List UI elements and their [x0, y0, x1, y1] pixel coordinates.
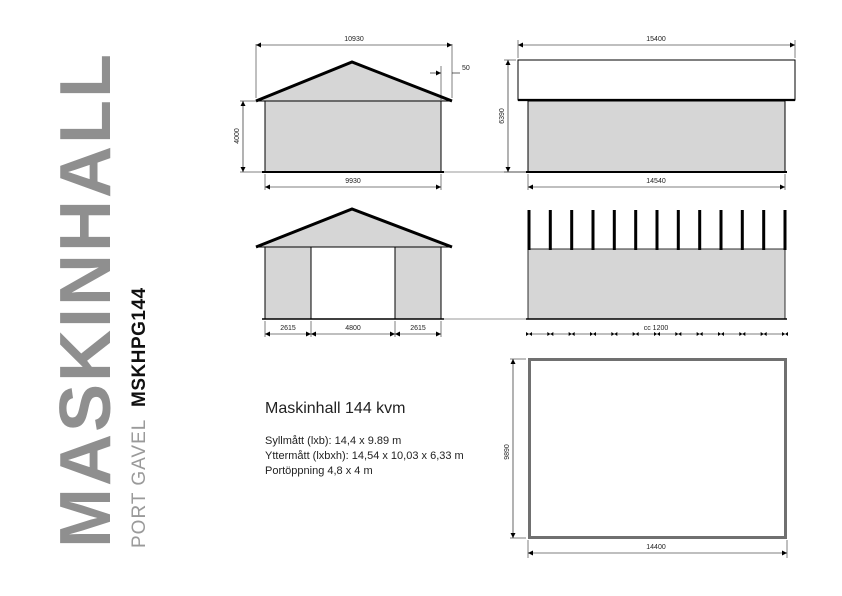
side-title-block: [46, 52, 150, 548]
side-roof: [518, 60, 795, 100]
rafter-tick: [782, 332, 788, 336]
dim-plan-length: 14400: [646, 544, 666, 551]
model-code: MSKHPG144: [129, 287, 150, 407]
dim-door-left: 2615: [280, 325, 296, 332]
rafter-tick: [547, 332, 553, 336]
door-elevation: [256, 209, 452, 337]
rafter-post: [528, 210, 531, 250]
rafter-tick: [569, 332, 575, 336]
rafter-post: [698, 210, 701, 250]
rafter-post: [784, 210, 787, 250]
dim-front-wall-height: 4000: [234, 128, 241, 144]
side-wall: [528, 101, 785, 172]
dim-total-height: 6390: [499, 108, 506, 124]
subtitle: PORT GAVEL: [129, 418, 150, 548]
rafter-post: [592, 210, 595, 250]
frame-elevation: [526, 210, 788, 336]
dim-rafter-spacing: cc 1200: [643, 325, 669, 332]
plan-outline: [530, 360, 786, 538]
rafter-tick: [654, 332, 660, 336]
dim-side-wall-length: 14540: [646, 178, 666, 185]
rafter-tick: [739, 332, 745, 336]
rafter-post: [570, 210, 573, 250]
front-gable: [256, 62, 452, 101]
rafter-tick: [590, 332, 596, 336]
rafter-post: [613, 210, 616, 250]
dim-front-roof-width: 10930: [344, 36, 364, 43]
rafter-tick: [633, 332, 639, 336]
rafter-post: [741, 210, 744, 250]
door-gable: [256, 209, 452, 247]
floor-plan: [504, 359, 787, 558]
info-line-door: Portöppning 4,8 x 4 m: [265, 465, 373, 477]
front-elevation: [234, 36, 470, 190]
rafter-post: [677, 210, 680, 250]
rafter-post: [634, 210, 637, 250]
rafter-post: [720, 210, 723, 250]
rafter-post: [762, 210, 765, 250]
rafter-posts: [528, 210, 787, 250]
frame-wall: [528, 249, 785, 319]
dim-door-width: 4800: [345, 325, 361, 332]
dim-front-wall-width: 9930: [345, 178, 361, 185]
side-elevation: [499, 36, 795, 190]
rafter-tick: [675, 332, 681, 336]
rafter-tick: [697, 332, 703, 336]
rafter-tick: [526, 332, 532, 336]
rafter-post: [656, 210, 659, 250]
info-line-sill: Syllmått (lxb): 14,4 x 9.89 m: [265, 435, 402, 447]
info-block: [265, 400, 464, 479]
dim-overhang: 50: [462, 65, 470, 72]
main-title: MASKINHALL: [46, 52, 126, 548]
dim-side-roof-length: 15400: [646, 36, 666, 43]
dim-door-right: 2615: [410, 325, 426, 332]
rafter-post: [549, 210, 552, 250]
rafter-tick: [611, 332, 617, 336]
info-heading: Maskinhall 144 kvm: [265, 400, 406, 417]
front-wall: [265, 101, 441, 172]
rafter-tick: [718, 332, 724, 336]
info-line-outer: Yttermått (lxbxh): 14,54 x 10,03 x 6,33 m: [265, 450, 464, 462]
door-right-wall: [395, 247, 441, 319]
rafter-tick: [761, 332, 767, 336]
door-left-wall: [265, 247, 311, 319]
dim-plan-width: 9890: [504, 444, 511, 460]
